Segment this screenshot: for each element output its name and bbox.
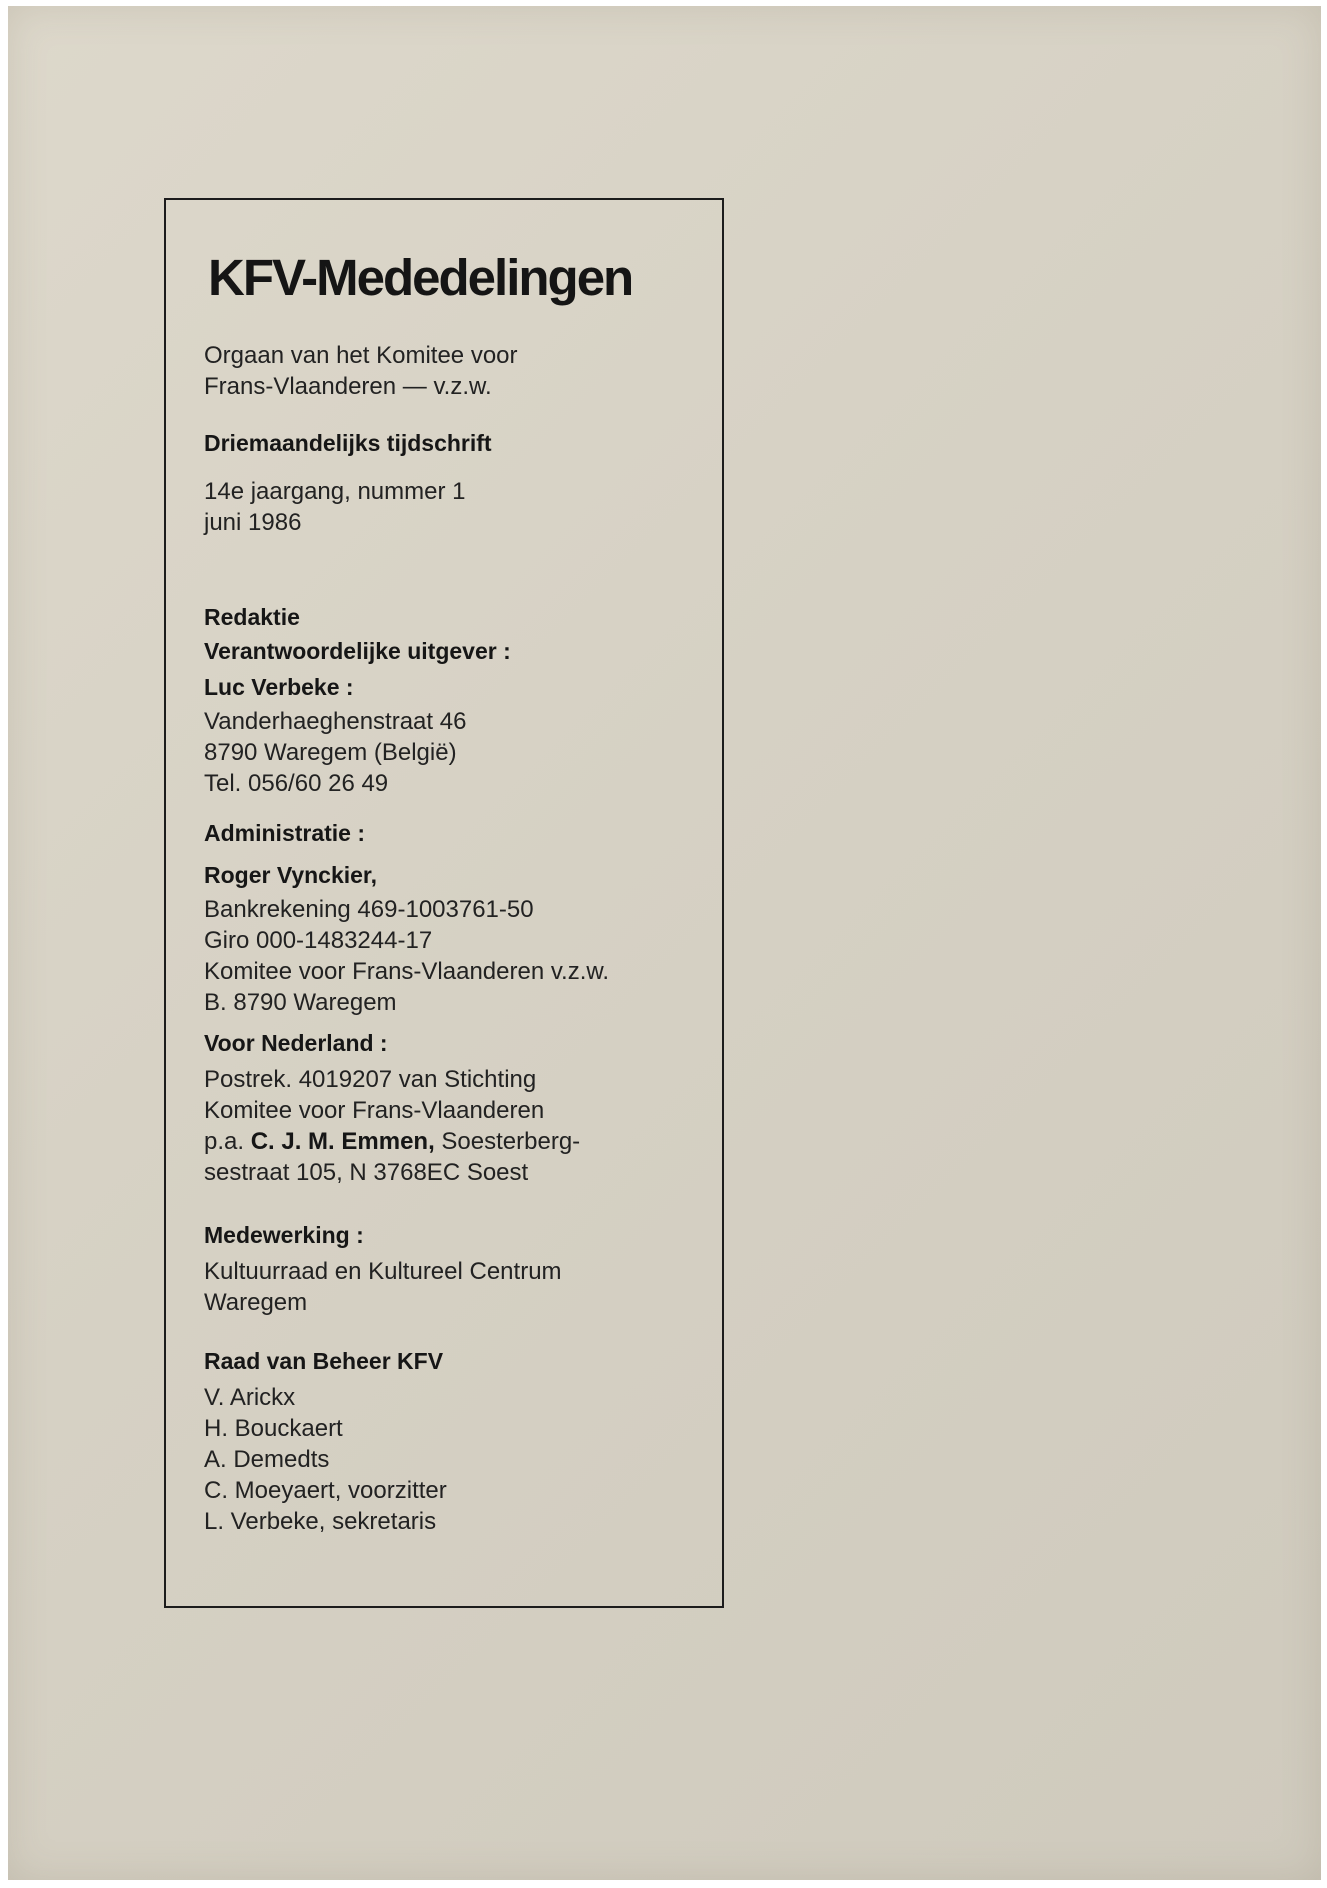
detail-line: Kultuurraad en Kultureel Centrum (204, 1258, 562, 1285)
board-heading: Raad van Beheer KFV (204, 1348, 444, 1374)
pa-name: C. J. M. Emmen, (250, 1128, 435, 1155)
address-line: 8790 Waregem (België) (204, 739, 457, 766)
board-member: V. Arickx (204, 1384, 296, 1411)
administration-heading: Administratie : (204, 820, 366, 846)
board-member: H. Bouckaert (204, 1415, 343, 1442)
detail-line: Komitee voor Frans-Vlaanderen (204, 1097, 545, 1124)
subtitle (204, 340, 518, 402)
detail-line: Waregem (204, 1289, 308, 1316)
board-member: C. Moeyaert, voorzitter (204, 1477, 447, 1504)
detail-line: Giro 000-1483244-17 (204, 927, 433, 954)
pa-prefix: p.a. (204, 1128, 245, 1155)
board-member: A. Demedts (204, 1446, 330, 1473)
redaktie-heading: Redaktie (204, 604, 300, 630)
subtitle-line: Orgaan van het Komitee voor (204, 342, 518, 369)
detail-line: Postrek. 4019207 van Stichting (204, 1066, 537, 1093)
publisher-name: Luc Verbeke : (204, 674, 354, 700)
address-line: Tel. 056/60 26 49 (204, 770, 389, 797)
pa-line (204, 1126, 580, 1157)
issue-info (204, 476, 466, 538)
publication-title: KFV-Mededelingen (208, 249, 633, 306)
cooperation-details (204, 1256, 562, 1318)
netherlands-details (204, 1064, 580, 1188)
subtitle-line: Frans-Vlaanderen — v.z.w. (204, 373, 492, 400)
administration-details (204, 894, 609, 1018)
publisher-address (204, 706, 466, 799)
detail-line: sestraat 105, N 3768EC Soest (204, 1159, 529, 1186)
netherlands-heading: Voor Nederland : (204, 1030, 388, 1056)
page-paper (8, 6, 1321, 1880)
detail-line: Bankrekening 469-1003761-50 (204, 896, 534, 923)
detail-line: B. 8790 Waregem (204, 989, 397, 1016)
board-members (204, 1382, 447, 1537)
cooperation-heading: Medewerking : (204, 1222, 364, 1248)
periodical-heading: Driemaandelijks tijdschrift (204, 430, 492, 456)
board-member: L. Verbeke, sekretaris (204, 1508, 437, 1535)
pa-suffix: Soesterberg- (441, 1128, 581, 1155)
publisher-heading: Verantwoordelijke uitgever : (204, 638, 511, 664)
detail-line: Komitee voor Frans-Vlaanderen v.z.w. (204, 958, 610, 985)
issue-line: 14e jaargang, nummer 1 (204, 478, 466, 505)
issue-line: juni 1986 (204, 509, 302, 536)
address-line: Vanderhaeghenstraat 46 (204, 708, 467, 735)
colophon-box (164, 198, 724, 1608)
administration-name: Roger Vynckier, (204, 862, 378, 888)
